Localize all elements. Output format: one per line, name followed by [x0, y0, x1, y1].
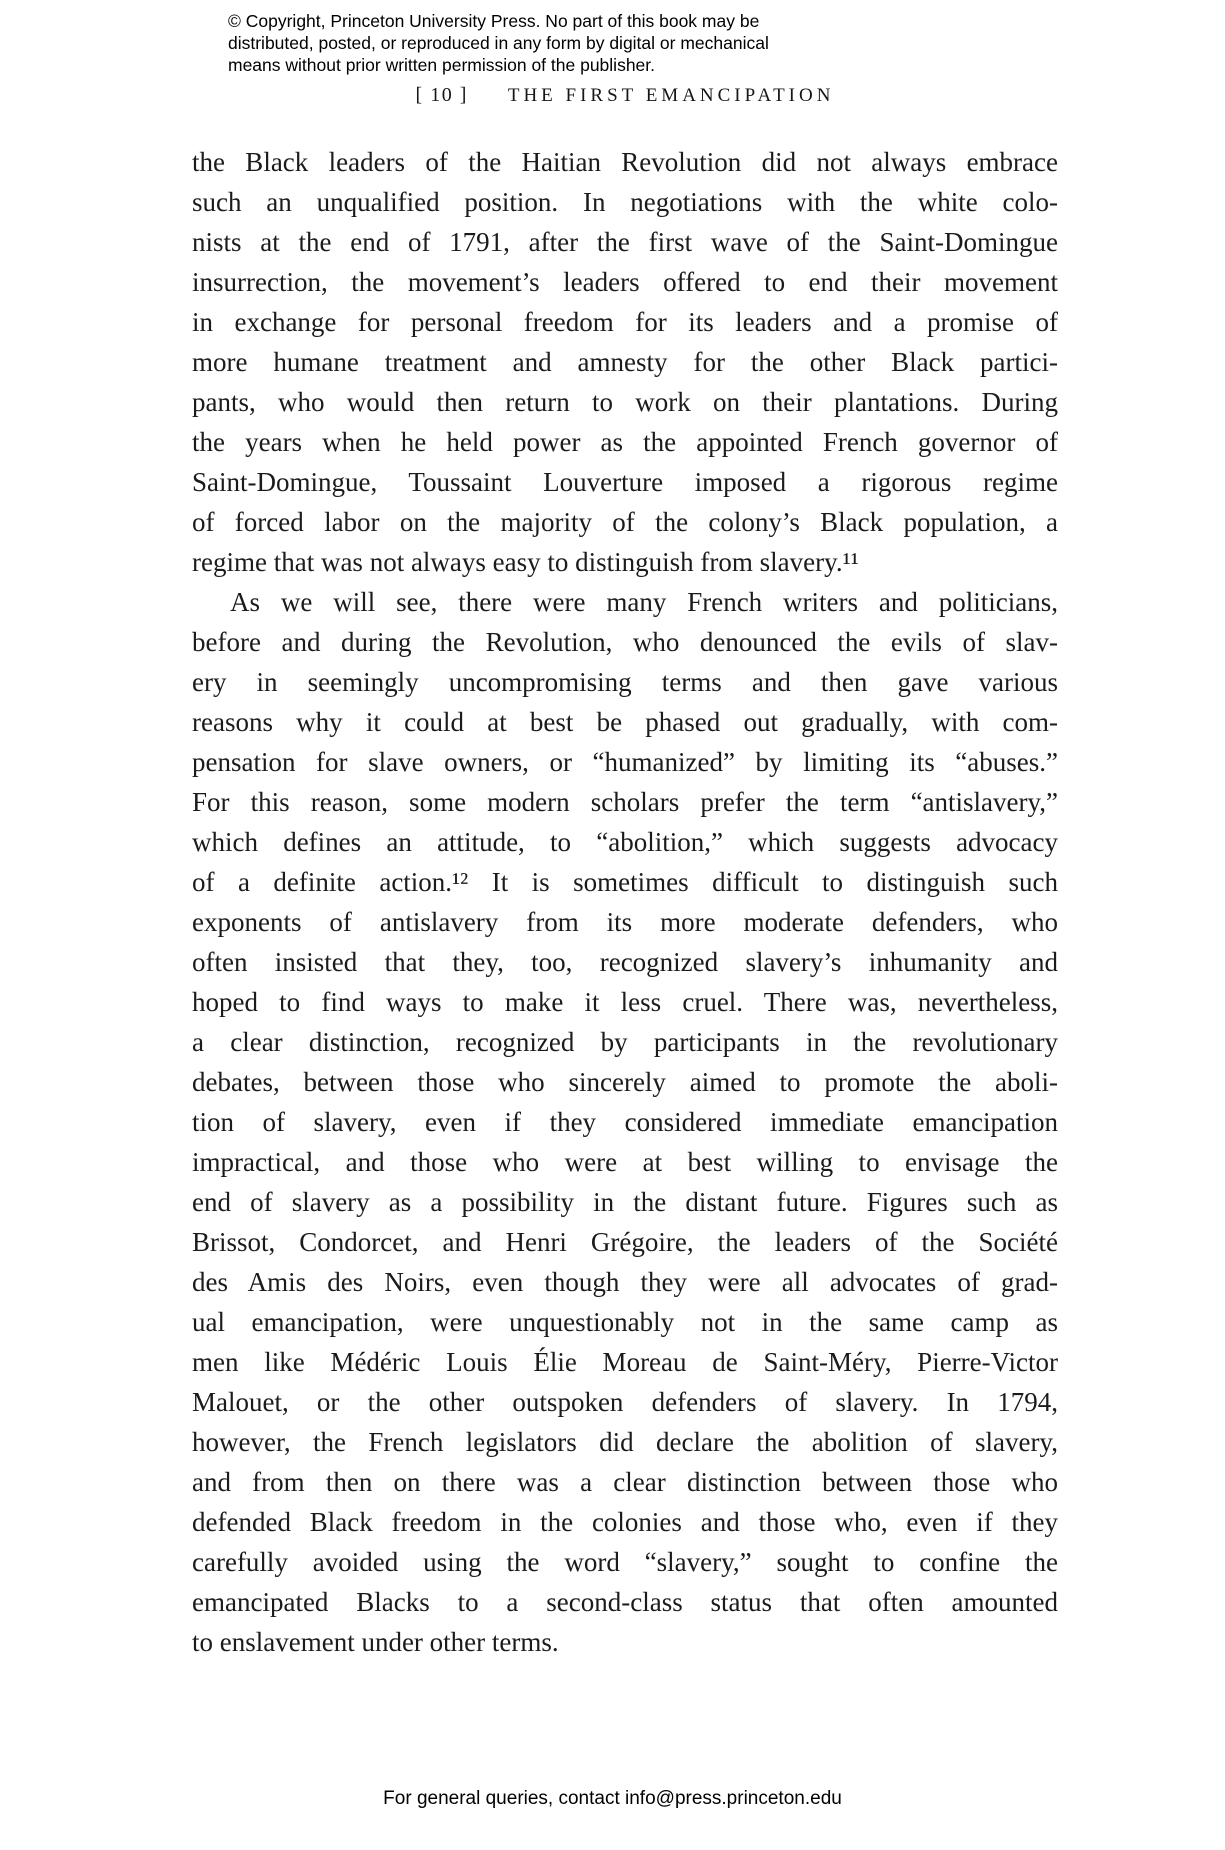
- text-line: which defines an attitude, to “abolition,” which suggests advocacy: [192, 827, 1058, 857]
- text-line: in exchange for personal freedom for its leaders and a promise of: [192, 307, 1058, 337]
- text-line: des Amis des Noirs, even though they were all advocates of grad-: [192, 1267, 1058, 1297]
- text-line: such an unqualified position. In negotiations with the white colo-: [192, 187, 1058, 217]
- text-line: and from then on there was a clear distinction between those who: [192, 1467, 1058, 1497]
- text-line: pensation for slave owners, or “humanized” by limiting its “abuses.”: [192, 747, 1058, 777]
- text-line: Malouet, or the other outspoken defenders of slavery. In 1794,: [192, 1387, 1058, 1417]
- copyright-notice: [228, 10, 769, 76]
- text-line: the years when he held power as the appointed French governor of: [192, 427, 1058, 457]
- running-head-title: THE FIRST EMANCIPATION: [507, 85, 835, 106]
- copyright-line: © Copyright, Princeton University Press. No part of this book may be: [228, 11, 760, 31]
- text-line: however, the French legislators did declare the abolition of slavery,: [192, 1427, 1058, 1457]
- text-line: defended Black freedom in the colonies and those who, even if they: [192, 1507, 1058, 1537]
- copyright-line: means without prior written permission of the publisher.: [228, 55, 656, 75]
- paragraph: [192, 582, 1058, 1662]
- text-line: carefully avoided using the word “slavery,” sought to confine the: [192, 1547, 1058, 1577]
- text-line: more humane treatment and amnesty for the other Black partici-: [192, 347, 1058, 377]
- text-line: Saint-Domingue, Toussaint Louverture imposed a rigorous regime: [192, 467, 1058, 497]
- text-line: ual emancipation, were unquestionably not in the same camp as: [192, 1307, 1058, 1337]
- text-line: tion of slavery, even if they considered immediate emancipation: [192, 1107, 1058, 1137]
- text-line: hoped to find ways to make it less cruel. There was, nevertheless,: [192, 987, 1058, 1017]
- text-line: nists at the end of 1791, after the first wave of the Saint-Domingue: [192, 227, 1058, 257]
- text-line: Brissot, Condorcet, and Henri Grégoire, the leaders of the Société: [192, 1227, 1058, 1257]
- text-line: the Black leaders of the Haitian Revolution did not always embrace: [192, 147, 1058, 177]
- text-line: exponents of antislavery from its more moderate defenders, who: [192, 907, 1058, 937]
- text-line: of forced labor on the majority of the colony’s Black population, a: [192, 507, 1058, 537]
- copyright-line: distributed, posted, or reproduced in any form by digital or mechanical: [228, 33, 769, 53]
- text-line: of a definite action.¹² It is sometimes difficult to distinguish such: [192, 867, 1058, 897]
- text-line: pants, who would then return to work on their plantations. During: [192, 387, 1058, 417]
- text-line: debates, between those who sincerely aimed to promote the aboli-: [192, 1067, 1058, 1097]
- text-line: As we will see, there were many French writers and politicians,: [230, 587, 1058, 617]
- running-head: [192, 84, 1058, 107]
- text-line: insurrection, the movement’s leaders offered to end their movement: [192, 267, 1058, 297]
- text-line: to enslavement under other terms.: [192, 1627, 559, 1657]
- text-line: men like Médéric Louis Élie Moreau de Saint-Méry, Pierre-Victor: [192, 1347, 1058, 1377]
- page-number: [ 10 ]: [415, 84, 468, 106]
- text-line: a clear distinction, recognized by participants in the revolutionary: [192, 1027, 1058, 1057]
- footer-contact: For general queries, contact info@press.princeton.edu: [383, 1788, 842, 1809]
- text-line: often insisted that they, too, recognized slavery’s inhumanity and: [192, 947, 1058, 977]
- text-line: end of slavery as a possibility in the distant future. Figures such as: [192, 1187, 1058, 1217]
- text-line: ery in seemingly uncompromising terms and then gave various: [192, 667, 1058, 697]
- text-line: impractical, and those who were at best willing to envisage the: [192, 1147, 1058, 1177]
- text-line: before and during the Revolution, who denounced the evils of slav-: [192, 627, 1058, 657]
- body-text: [192, 142, 1058, 1662]
- text-line: emancipated Blacks to a second-class status that often amounted: [192, 1587, 1058, 1617]
- text-line: For this reason, some modern scholars prefer the term “antislavery,”: [192, 787, 1058, 817]
- paragraph: [192, 142, 1058, 582]
- text-line: regime that was not always easy to distinguish from slavery.¹¹: [192, 547, 859, 577]
- text-line: reasons why it could at best be phased out gradually, with com-: [192, 707, 1058, 737]
